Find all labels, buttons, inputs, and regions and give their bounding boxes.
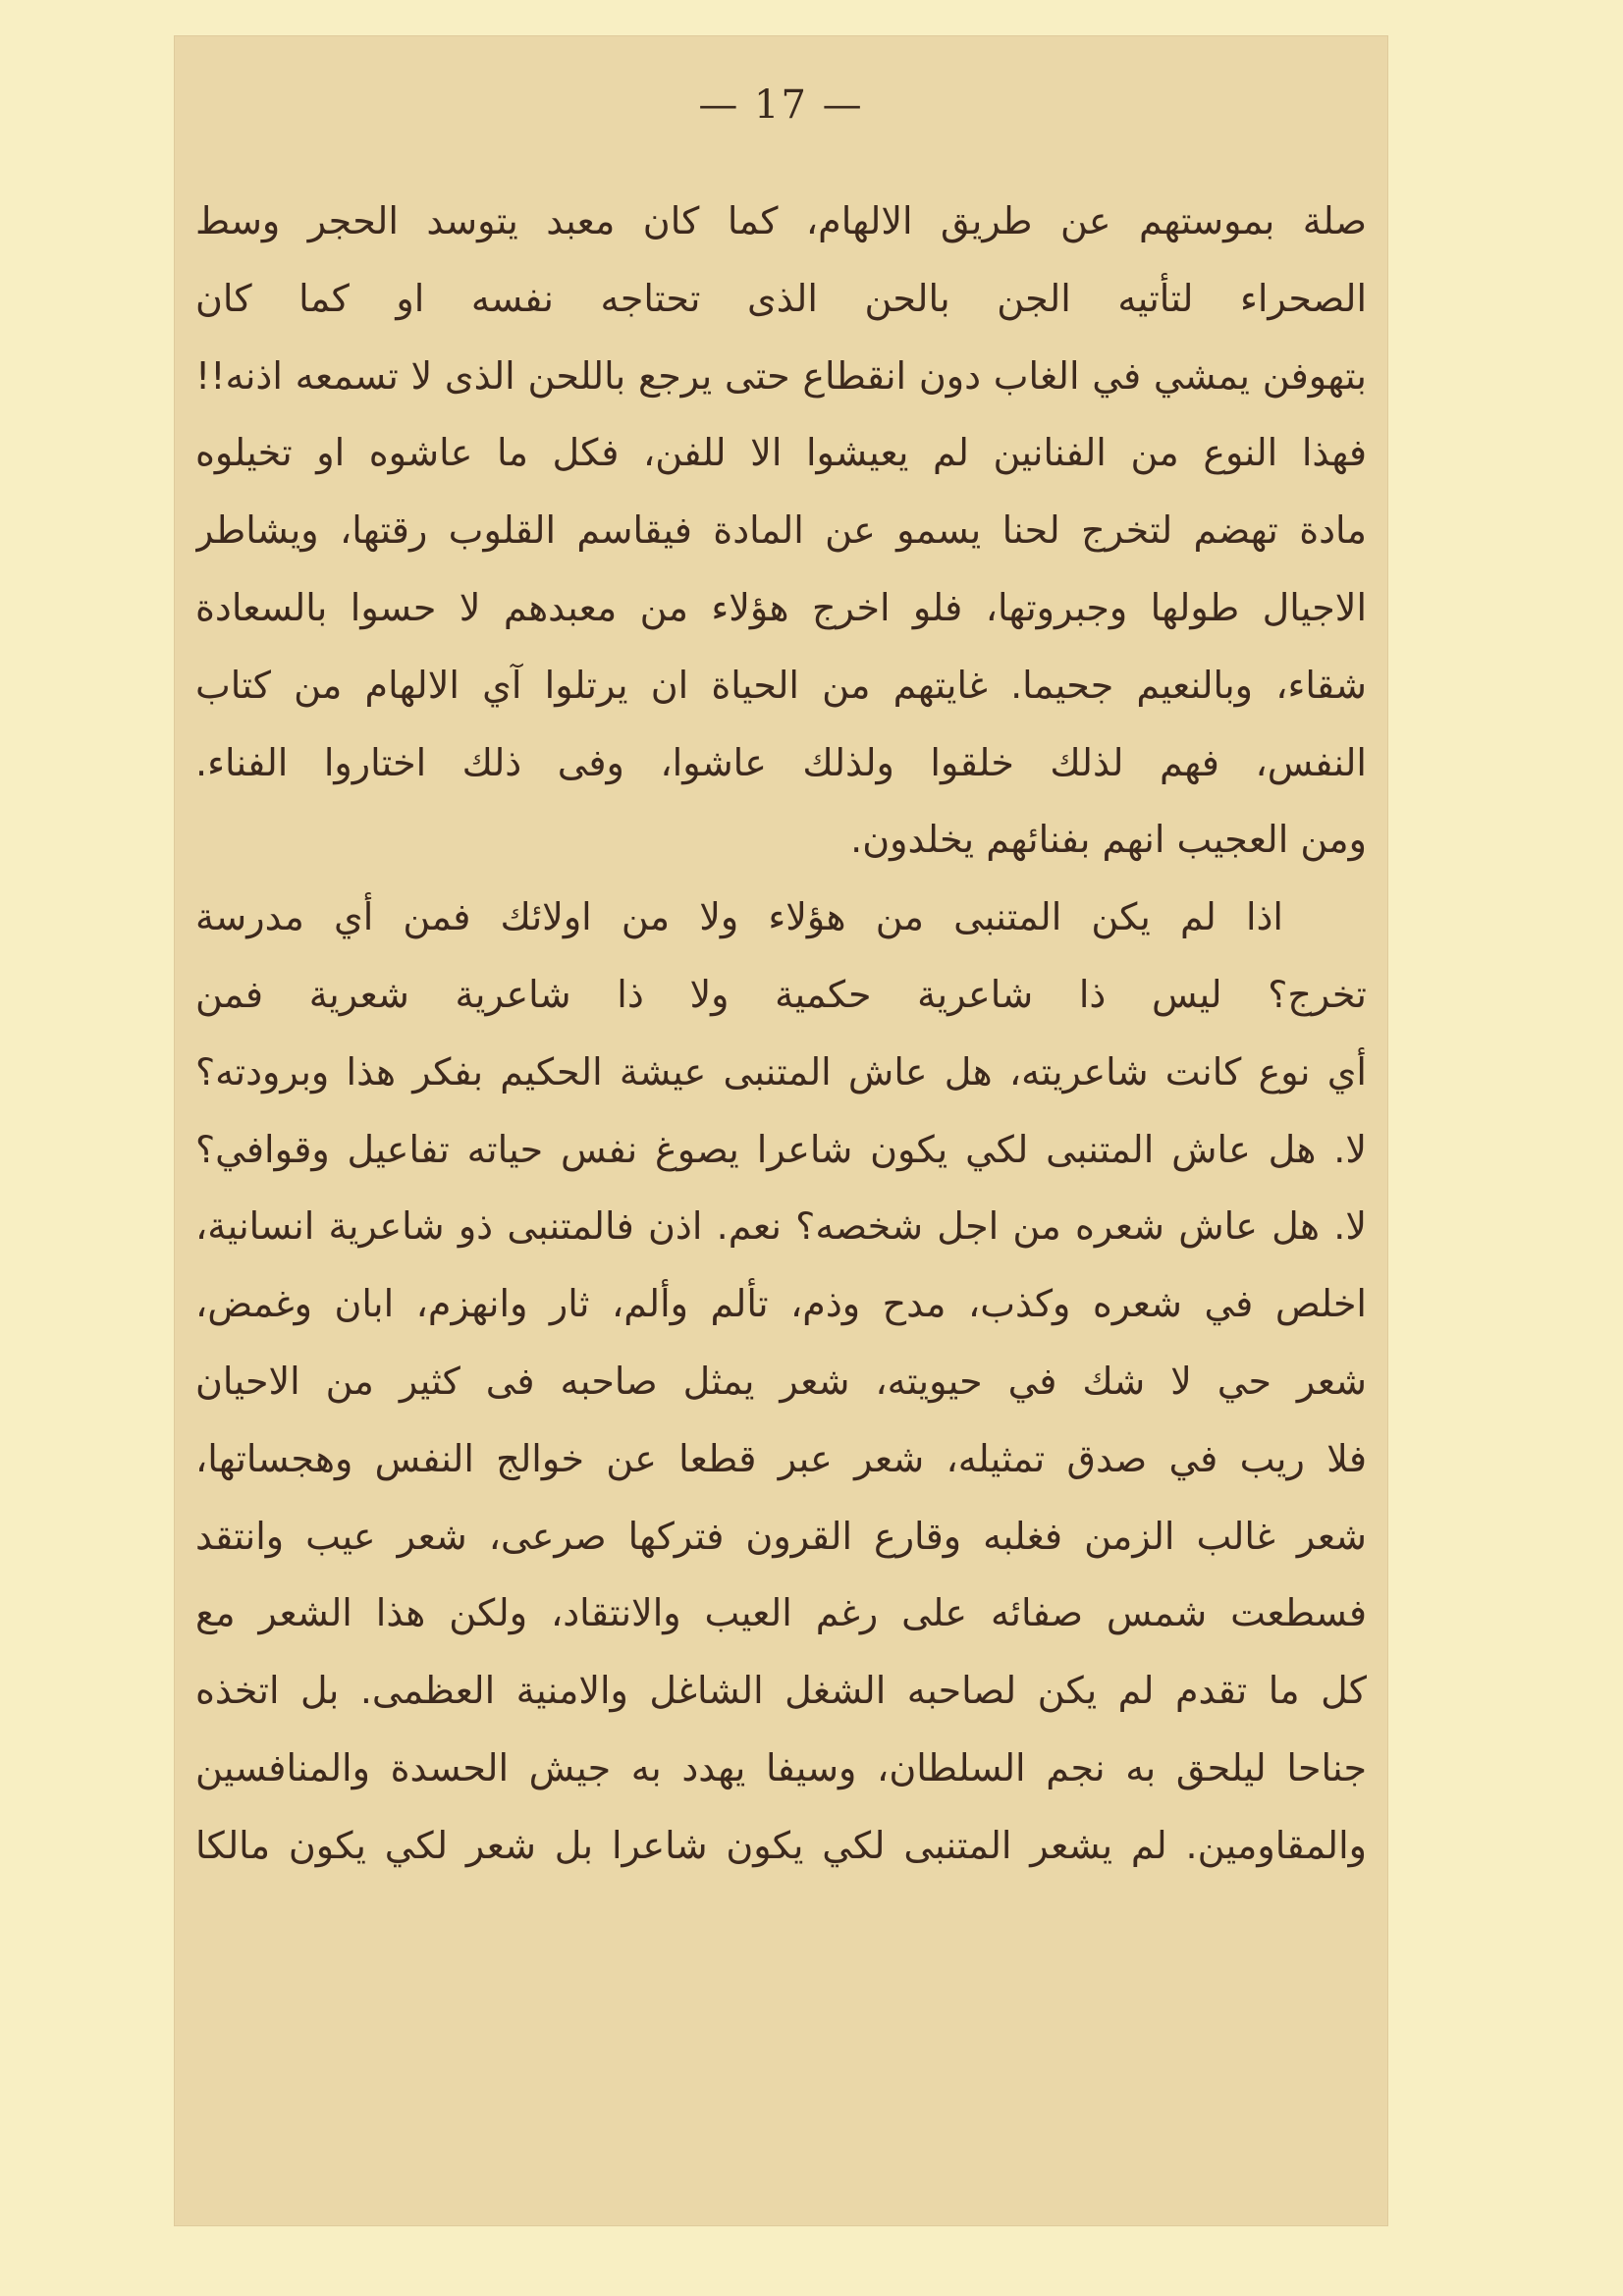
text-line: أي نوع كانت شاعريته، هل عاش المتنبى عيشة الحكيم بفكر هذا وبرودته؟ [195, 1049, 1367, 1094]
paragraph-start-line: اذا لم يكن المتنبى من هؤلاء ولا من اولائك فمن أي مدرسة [195, 895, 1283, 939]
text-line: الصحراء لتأتيه الجن بالحن الذى تحتاجه نفسه او كما كان [195, 276, 1367, 320]
text-line: تخرج؟ ليس ذا شاعرية حكمية ولا ذا شاعرية شعرية فمن [195, 972, 1367, 1016]
text-line: الاجيال طولها وجبروتها، فلو اخرج هؤلاء من معبدهم لا حسوا بالسعادة [195, 585, 1367, 629]
paragraph-end-line: ومن العجيب انهم بفنائهم يخلدون. [850, 818, 1367, 862]
body-text [195, 183, 1367, 1885]
text-line: شعر حي لا شك في حيويته، شعر يمثل صاحبه فى كثير من الاحيان [195, 1359, 1367, 1403]
text-line: اخلص في شعره وكذب، مدح وذم، تألم وألم، ثار وانهزم، ابان وغمض، [195, 1282, 1367, 1326]
text-line: والمقاومين. لم يشعر المتنبى لكي يكون شاعرا بل شعر لكي يكون مالكا [195, 1823, 1367, 1867]
text-line: مادة تهضم لتخرج لحنا يسمو عن المادة فيقاسم القلوب رقتها، ويشاطر [195, 508, 1367, 553]
book-page [174, 35, 1388, 2226]
text-line: شقاء، وبالنعيم جحيما. غايتهم من الحياة ان يرتلوا آي الالهام من كتاب [195, 663, 1367, 707]
text-line: لا. هل عاش شعره من اجل شخصه؟ نعم. اذن فالمتنبى ذو شاعرية انسانية، [195, 1204, 1367, 1249]
text-line: بتهوفن يمشي في الغاب دون انقطاع حتى يرجع باللحن الذى لا تسمعه اذنه!! [195, 353, 1367, 398]
text-line: صلة بموستهم عن طريق الالهام، كما كان معبد يتوسد الحجر وسط [195, 199, 1367, 242]
text-line: شعر غالب الزمن فغلبه وقارع القرون فتركها صرعى، شعر عيب وانتقد [195, 1514, 1367, 1558]
text-line: النفس، فهم لذلك خلقوا ولذلك عاشوا، وفى ذلك اختاروا الفناء. [195, 740, 1367, 784]
text-line: جناحا ليلحق به نجم السلطان، وسيفا يهدد به جيش الحسدة والمنافسين [195, 1745, 1367, 1789]
text-line: فسطعت شمس صفائه على رغم العيب والانتقاد، ولكن هذا الشعر مع [195, 1591, 1367, 1635]
text-line: لا. هل عاش المتنبى لكي يكون شاعرا يصوغ نفس حياته تفاعيل وقوافي؟ [195, 1127, 1367, 1171]
text-line: كل ما تقدم لم يكن لصاحبه الشغل الشاغل والامنية العظمى. بل اتخذه [195, 1669, 1367, 1713]
text-line: فلا ريب في صدق تمثيله، شعر عبر قطعا عن خوالج النفس وهجساتها، [195, 1436, 1367, 1480]
page-number: — 17 — [698, 82, 864, 128]
text-line: فهذا النوع من الفنانين لم يعيشوا الا للفن، فكل ما عاشوه او تخيلوه [195, 431, 1367, 475]
